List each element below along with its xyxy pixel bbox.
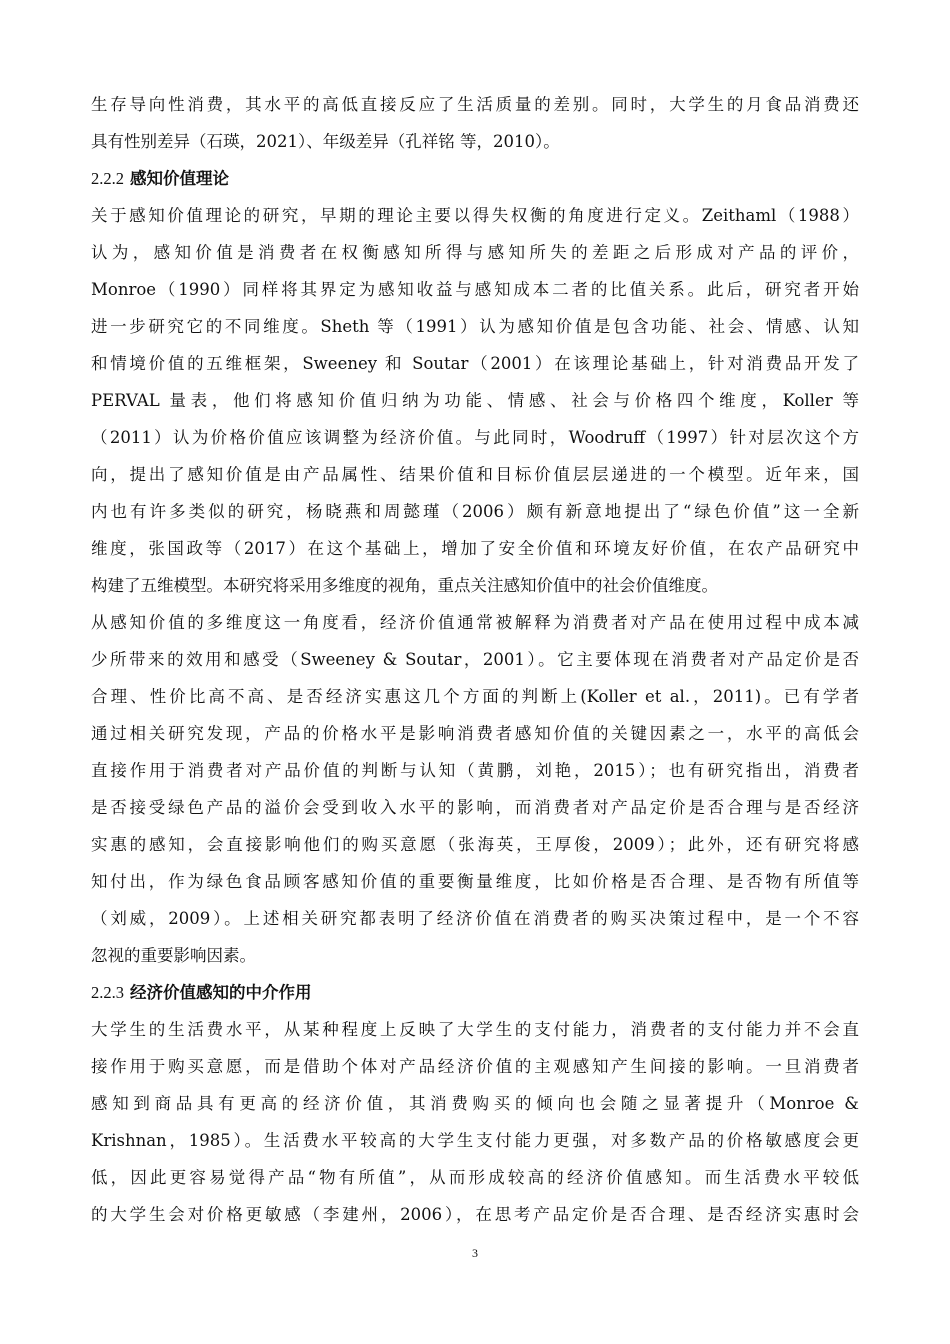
text-line: 向，提出了感知价值是由产品属性、结果价值和目标价值层层递进的一个模型。近年来，国: [91, 465, 859, 484]
section-title: 感知价值理论: [130, 169, 229, 188]
text-line: 忽视的重要影响因素。: [91, 946, 256, 965]
document-page: [91, 86, 859, 1233]
text-line: 构建了五维模型。本研究将采用多维度的视角，重点关注感知价值中的社会价值维度。: [91, 576, 718, 595]
text-line: 大学生的生活费水平，从某种程度上反映了大学生的支付能力，消费者的支付能力并不会直: [91, 1020, 859, 1039]
text-line: 是否接受绿色产品的溢价会受到收入水平的影响，而消费者对产品定价是否合理与是否经济: [91, 798, 859, 817]
section-heading-2-2-3: [91, 974, 859, 1011]
text-line: Krishnan，1985）。生活费水平较高的大学生支付能力更强，对多数产品的价格敏感度会更: [91, 1131, 859, 1150]
text-line: （2011）认为价格价值应该调整为经济价值。与此同时，Woodruff（1997）针对层次这个方: [91, 428, 859, 447]
text-line: 少所带来的效用和感受（Sweeney & Soutar，2001）。它主要体现在消费者对产品定价是否: [91, 650, 859, 669]
text-line: 感知到商品具有更高的经济价值，其消费购买的倾向也会随之显著提升（Monroe &: [91, 1094, 859, 1113]
text-line: 维度，张国政等（2017）在这个基础上，增加了安全价值和环境友好价值，在农产品研究中: [91, 539, 859, 558]
section-number: 2.2.2: [91, 169, 124, 188]
section-number: 2.2.3: [91, 983, 124, 1002]
text-line: Monroe（1990）同样将其界定为感知收益与感知成本二者的比值关系。此后，研究者开始: [91, 280, 859, 299]
text-line: 从感知价值的多维度这一角度看，经济价值通常被解释为消费者对产品在使用过程中成本减: [91, 613, 859, 632]
text-line: 合理、性价比高不高、是否经济实惠这几个方面的判断上(Koller et al.，2011)。已有学者: [91, 687, 859, 706]
text-line: 知付出，作为绿色食品顾客感知价值的重要衡量维度，比如价格是否合理、是否物有所值等: [91, 872, 859, 891]
text-line: 直接作用于消费者对产品价值的判断与认知（黄鹏，刘艳，2015）；也有研究指出，消费者: [91, 761, 859, 780]
text-line: PERVAL 量表，他们将感知价值归纳为功能、情感、社会与价格四个维度，Koller 等: [91, 391, 859, 410]
section-title: 经济价值感知的中介作用: [130, 983, 312, 1002]
text-line: 生存导向性消费，其水平的高低直接反应了生活质量的差别。同时，大学生的月食品消费还: [91, 95, 859, 114]
page-number: 3: [472, 1246, 478, 1260]
text-line: 和情境价值的五维框架，Sweeney 和 Soutar（2001）在该理论基础上，针对消费品开发了: [91, 354, 859, 373]
text-line: 通过相关研究发现，产品的价格水平是影响消费者感知价值的关键因素之一，水平的高低会: [91, 724, 859, 743]
text-line: （刘威，2009）。上述相关研究都表明了经济价值在消费者的购买决策过程中，是一个不容: [91, 909, 859, 928]
paragraph-2: [91, 197, 859, 604]
text-line: 接作用于购买意愿，而是借助个体对产品经济价值的主观感知产生间接的影响。一旦消费者: [91, 1057, 859, 1076]
text-line: 的大学生会对价格更敏感（李建州，2006），在思考产品定价是否合理、是否经济实惠时会: [91, 1205, 859, 1224]
text-line: 实惠的感知，会直接影响他们的购买意愿（张海英，王厚俊，2009）；此外，还有研究将感: [91, 835, 859, 854]
paragraph-4: [91, 1011, 859, 1233]
text-line: 关于感知价值理论的研究，早期的理论主要以得失权衡的角度进行定义。Zeithaml（1988）: [91, 206, 859, 225]
text-line: 具有性别差异（石瑛，2021）、年级差异（孔祥铭 等，2010）。: [91, 132, 560, 151]
section-heading-2-2-2: [91, 160, 859, 197]
paragraph-3: [91, 604, 859, 974]
text-line: 低，因此更容易觉得产品“物有所值”，从而形成较高的经济价值感知。而生活费水平较低: [91, 1168, 859, 1187]
text-line: 认为，感知价值是消费者在权衡感知所得与感知所失的差距之后形成对产品的评价，: [91, 243, 859, 262]
text-line: 内也有许多类似的研究，杨晓燕和周懿瑾（2006）颇有新意地提出了“绿色价值”这一全新: [91, 502, 859, 521]
text-line: 进一步研究它的不同维度。Sheth 等（1991）认为感知价值是包含功能、社会、情感、认知: [91, 317, 859, 336]
paragraph-1: [91, 86, 859, 160]
